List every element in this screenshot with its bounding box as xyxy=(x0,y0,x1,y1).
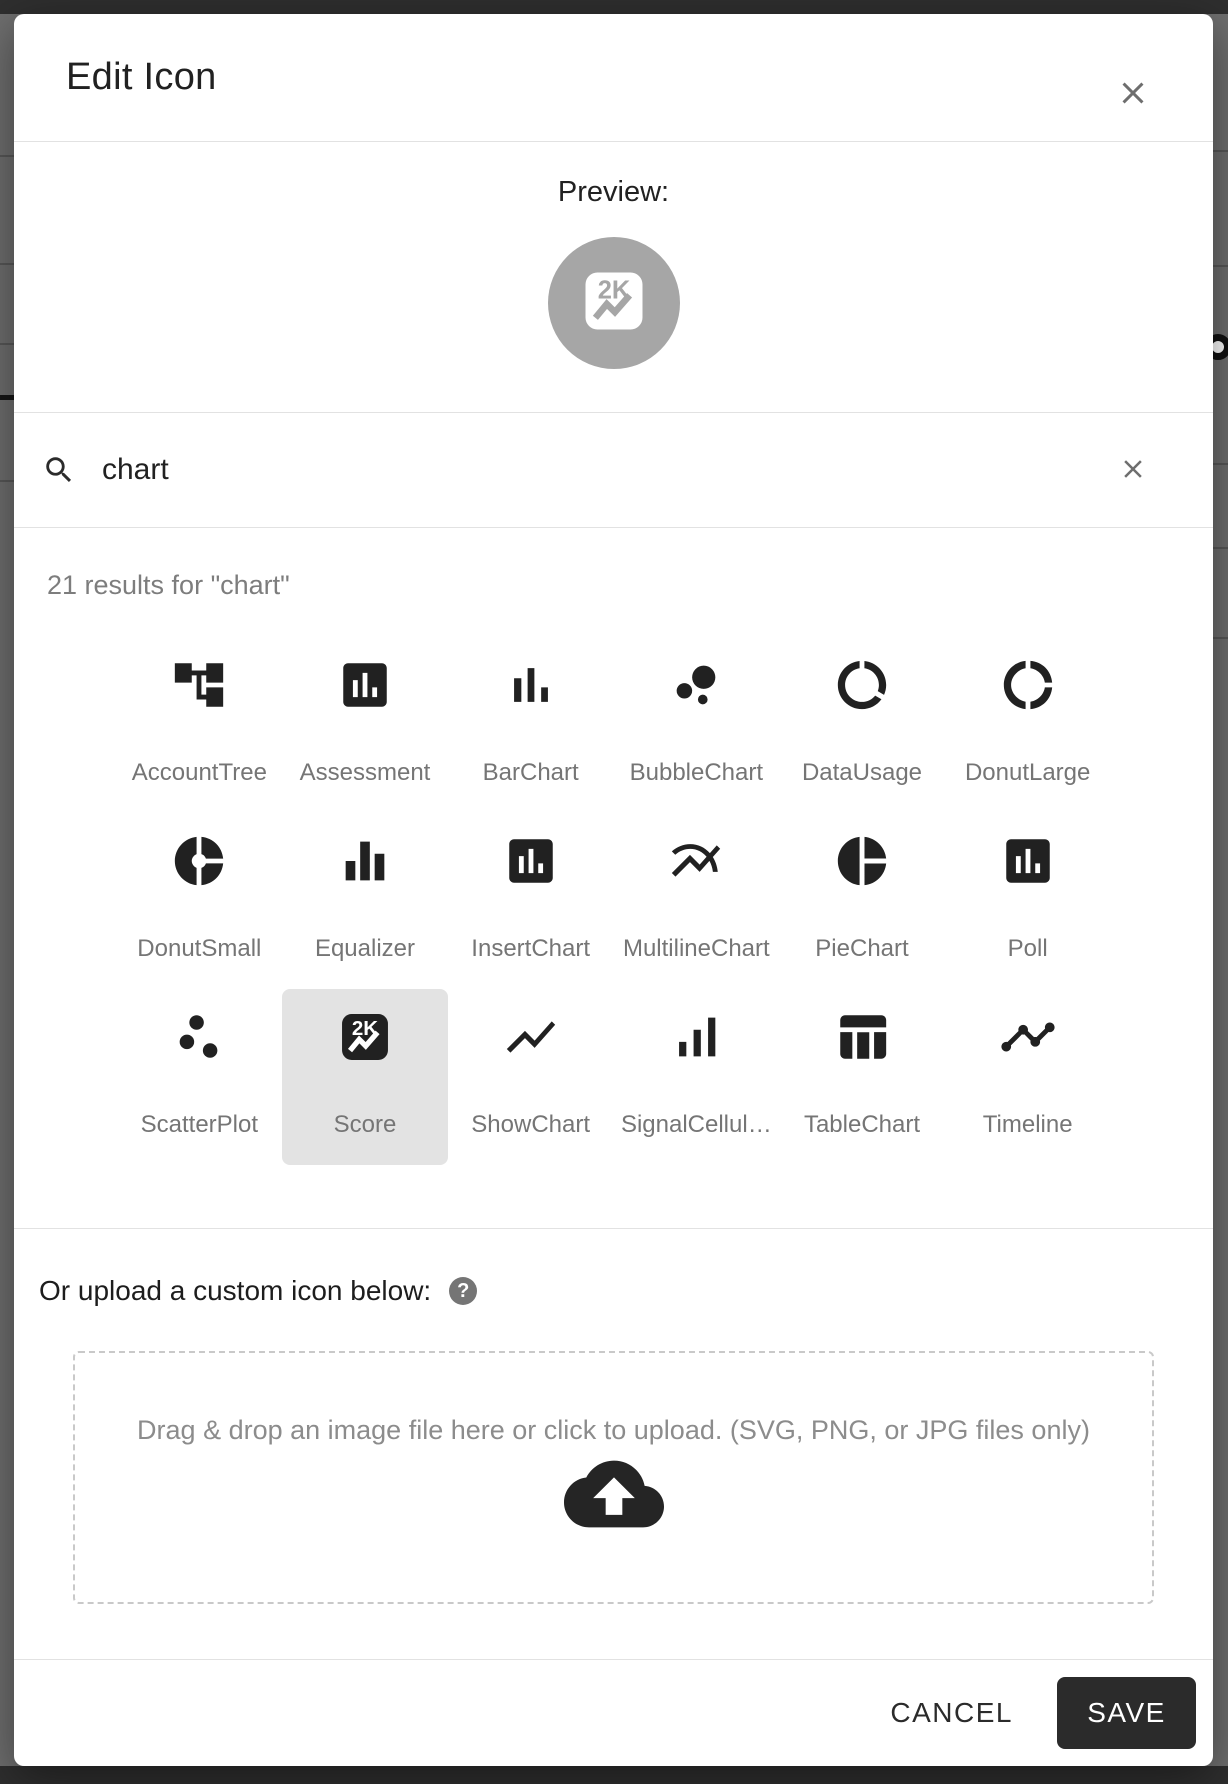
bubble-chart-icon xyxy=(667,656,725,719)
pie-chart-icon xyxy=(833,832,891,895)
svg-text:2K: 2K xyxy=(597,276,630,305)
background-row-divider xyxy=(0,155,14,157)
icon-result-label: DataUsage xyxy=(801,759,923,786)
icon-result-label: PieChart xyxy=(815,935,909,962)
icon-result-label: Assessment xyxy=(299,759,431,786)
icon-result-label: BubbleChart xyxy=(629,759,764,786)
dialog-footer xyxy=(14,1659,1213,1766)
svg-text:2K: 2K xyxy=(351,1016,379,1040)
multiline-chart-icon xyxy=(667,832,725,895)
background-page-left-edge xyxy=(0,14,14,1766)
icon-result-scatter-plot[interactable] xyxy=(117,989,283,1165)
icon-result-multiline-chart[interactable] xyxy=(614,813,780,989)
clear-icon xyxy=(1118,472,1148,487)
clear-search-button[interactable] xyxy=(1113,450,1153,490)
icon-result-score[interactable] xyxy=(282,989,448,1165)
cancel-button[interactable]: CANCEL xyxy=(876,1687,1027,1739)
help-icon[interactable]: ? xyxy=(449,1277,477,1305)
background-row-divider xyxy=(1213,265,1228,267)
icon-result-label: DonutSmall xyxy=(137,935,262,962)
poll-icon xyxy=(999,832,1057,895)
assessment-icon xyxy=(336,656,394,719)
icon-result-signal-cellular-alt[interactable] xyxy=(614,989,780,1165)
show-chart-icon xyxy=(502,1008,560,1071)
icon-search-input[interactable] xyxy=(102,453,1113,487)
upload-heading: Or upload a custom icon below: xyxy=(39,1275,432,1306)
upload-section xyxy=(14,1229,1213,1659)
edit-icon-dialog xyxy=(14,14,1213,1766)
file-dropzone[interactable] xyxy=(73,1351,1154,1604)
timeline-icon xyxy=(999,1008,1057,1071)
close-button[interactable] xyxy=(1111,72,1155,116)
icon-result-bar-chart[interactable] xyxy=(448,637,614,813)
icon-result-pie-chart[interactable] xyxy=(779,813,945,989)
account-tree-icon xyxy=(170,656,228,719)
icon-result-bubble-chart[interactable] xyxy=(614,637,780,813)
dialog-header xyxy=(14,14,1213,142)
insert-chart-icon xyxy=(502,832,560,895)
cloud-upload-icon xyxy=(564,1515,664,1532)
icon-result-poll[interactable] xyxy=(945,813,1111,989)
equalizer-icon xyxy=(336,832,394,895)
icon-result-data-usage[interactable] xyxy=(779,637,945,813)
data-usage-icon xyxy=(833,656,891,719)
save-button[interactable]: SAVE xyxy=(1057,1677,1196,1749)
background-page-right-edge xyxy=(1213,14,1228,1766)
background-page-top-bar xyxy=(0,0,1228,14)
dialog-title: Edit Icon xyxy=(66,56,217,98)
scatter-plot-icon xyxy=(170,1008,228,1071)
icon-result-label: BarChart xyxy=(482,759,579,786)
icon-result-label: Timeline xyxy=(982,1111,1073,1138)
search-results-section xyxy=(14,528,1213,1229)
icon-result-label: InsertChart xyxy=(471,935,591,962)
icon-result-label: Poll xyxy=(1007,935,1048,962)
icon-result-table-chart[interactable] xyxy=(779,989,945,1165)
background-row-divider xyxy=(0,480,14,482)
bar-chart-icon xyxy=(502,656,560,719)
icon-result-timeline[interactable] xyxy=(945,989,1111,1165)
background-row-divider xyxy=(0,343,14,345)
preview-section xyxy=(14,142,1213,413)
icon-result-label: ShowChart xyxy=(471,1111,591,1138)
background-row-divider xyxy=(1213,637,1228,639)
background-page-bottom-bar xyxy=(0,1766,1228,1784)
icon-result-donut-large[interactable] xyxy=(945,637,1111,813)
preview-avatar xyxy=(548,237,680,369)
signal-cellular-alt-icon xyxy=(667,1008,725,1071)
background-row-divider xyxy=(1213,150,1228,152)
icon-result-label: SignalCellul… xyxy=(620,1111,772,1138)
icon-result-label: Equalizer xyxy=(314,935,416,962)
icon-result-label: MultilineChart xyxy=(622,935,770,962)
donut-large-icon xyxy=(999,656,1057,719)
search-bar xyxy=(14,413,1213,528)
search-icon xyxy=(42,453,76,487)
dropzone-instructions: Drag & drop an image file here or click to upload. (SVG, PNG, or JPG files only) xyxy=(137,1415,1090,1445)
icon-result-assessment[interactable] xyxy=(282,637,448,813)
background-row-divider xyxy=(0,263,14,265)
background-row-divider xyxy=(1213,547,1228,549)
icon-result-account-tree[interactable] xyxy=(117,637,283,813)
icon-result-label: TableChart xyxy=(803,1111,921,1138)
score-icon xyxy=(336,1008,394,1071)
icon-result-show-chart[interactable] xyxy=(448,989,614,1165)
icon-result-label: AccountTree xyxy=(131,759,267,786)
icon-result-label: DonutLarge xyxy=(964,759,1091,786)
icon-result-equalizer[interactable] xyxy=(282,813,448,989)
background-row-divider xyxy=(0,395,14,400)
results-summary: 21 results for "chart" xyxy=(47,570,290,600)
score-preview-icon xyxy=(578,265,650,342)
icon-result-insert-chart[interactable] xyxy=(448,813,614,989)
close-icon xyxy=(1115,99,1151,114)
table-chart-icon xyxy=(833,1008,891,1071)
background-row-divider xyxy=(1213,463,1228,465)
icon-result-donut-small[interactable] xyxy=(117,813,283,989)
icon-results-grid xyxy=(117,637,1111,1165)
donut-small-icon xyxy=(170,832,228,895)
icon-result-label: Score xyxy=(333,1111,397,1138)
icon-result-label: ScatterPlot xyxy=(140,1111,259,1138)
preview-label: Preview: xyxy=(557,176,670,208)
